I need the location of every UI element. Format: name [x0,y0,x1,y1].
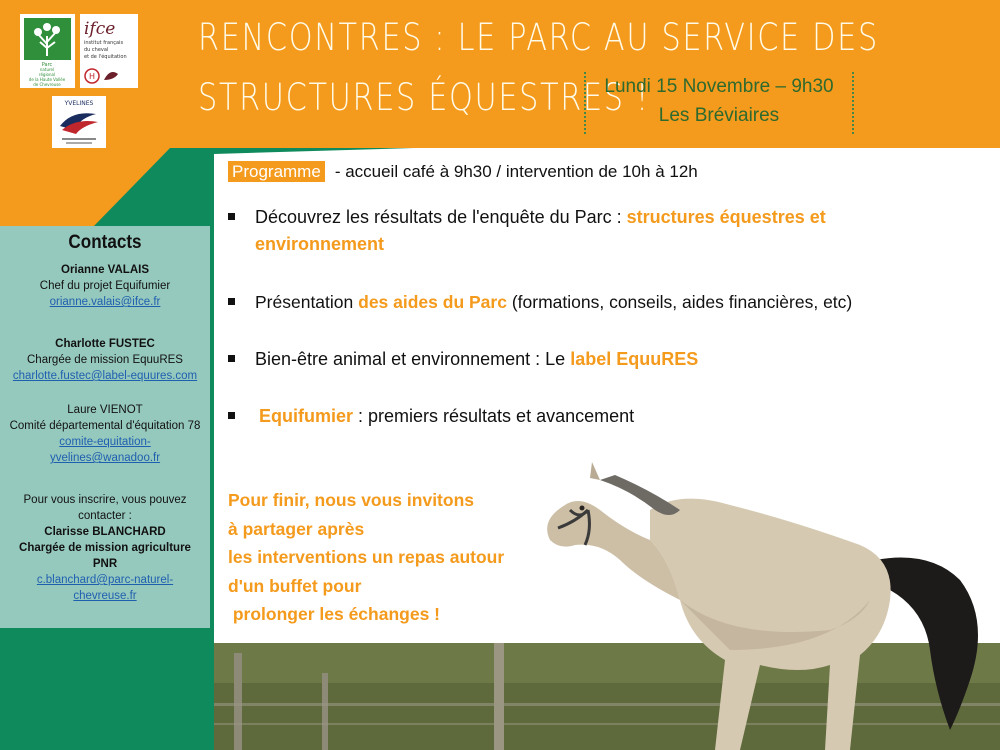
horse-photo [530,450,1000,750]
event-date-place [586,72,852,134]
title-line-2: STRUCTURES ÉQUESTRES ! [198,76,650,119]
contact-name: Clarisse BLANCHARD [44,526,166,538]
contact-role: Chef du projet Equifumier [39,280,171,292]
closing-line: d'un buffet pour [228,575,362,596]
bullet-square-icon [228,298,235,305]
contact-name: Laure VIENOT [67,404,143,416]
tree-logo-icon [20,14,75,88]
closing-line: à partager après [228,518,365,539]
ifce-logo-line3: et de l'équitation [84,54,127,60]
register-intro-cont: contacter : [78,510,132,522]
contact-email-link[interactable]: orianne.valais@ifce.fr [49,296,161,308]
ifce-logo [80,14,138,88]
contacts-heading: Contacts [68,232,142,253]
contact-clarisse [0,492,210,604]
agenda-highlight: label EquuRES [570,349,699,369]
bullet-square-icon [228,412,235,419]
contact-orianne [0,262,210,310]
contact-email-link[interactable]: charlotte.fustec@label-equures.com [12,370,198,382]
programme-text: - accueil café à 9h30 / intervention de 10h à 12h [334,162,698,181]
list-item [228,346,958,373]
event-date: Lundi 15 Novembre – 9h30 [604,76,834,97]
closing-line: les interventions un repas autour [228,547,505,567]
orange-triangle-decor [0,148,214,228]
list-item [228,289,958,316]
contact-email-link[interactable]: c.blanchard@parc-naturel- [36,574,174,586]
divider-right [852,72,854,134]
contact-email-link-cont[interactable]: chevreuse.fr [73,590,137,602]
green-top-decor [214,148,1000,154]
title-line-1: RENCONTRES : LE PARC AU SERVICE DES [198,16,879,59]
bullet-square-icon [228,213,235,220]
agenda-text: : premiers résultats et avancement [353,406,635,426]
ifce-logo-line2: du cheval [84,47,109,53]
agenda-highlight: des aides du Parc [358,292,507,312]
contact-role: Chargée de mission EquuRES [27,354,183,366]
contact-laure [0,402,210,466]
agenda-text: Découvrez les résultats de l'enquête du Parc : [255,207,627,227]
contact-charlotte [0,336,210,384]
yvelines-logo [52,96,106,148]
svg-text:H: H [88,72,96,81]
contact-role: Chargée de mission agriculture [19,542,191,554]
contact-name: Charlotte FUSTEC [55,338,155,350]
event-place: Les Bréviaires [658,105,780,126]
closing-line: prolonger les échanges ! [228,604,440,624]
agenda-text: Bien-être animal et environnement : Le [255,349,571,369]
agenda-highlight: Equifumier [259,406,354,426]
parc-logo-line5: de Chevreuse [33,82,61,87]
list-item [228,403,958,430]
bullet-square-icon [228,355,235,362]
parc-logo-line4: de la Haute Vallée [28,77,66,82]
programme-line [228,162,698,182]
agenda-highlight: structures équestres et environnement [255,207,826,254]
register-intro: Pour vous inscrire, vous pouvez [23,494,187,506]
list-item [228,204,958,258]
closing-invitation [228,486,558,629]
parc-logo-line1: Parc [41,62,53,68]
contact-role-cont: PNR [92,558,118,570]
contact-email-link-cont[interactable]: yvelines@wanadoo.fr [49,452,161,464]
contact-email-link[interactable]: comite-equitation- [59,436,151,448]
agenda-text: Présentation [255,292,359,312]
ifce-logo-name: ifce [84,19,116,39]
contact-name: Orianne VALAIS [61,264,149,276]
yvelines-logo-name: YVELINES [64,100,94,107]
agenda-text: (formations, conseils, aides financières, etc) [506,292,853,312]
parc-logo-line3: régional [38,72,56,77]
parc-logo [20,14,75,88]
parc-logo-line2: naturel [39,67,55,72]
contacts-panel [0,226,210,628]
closing-line: Pour finir, nous vous invitons [228,490,474,510]
ifce-logo-line1: institut français [84,40,124,46]
programme-tag: Programme [228,161,325,182]
contact-role: Comité départemental d'équitation 78 [9,420,201,432]
